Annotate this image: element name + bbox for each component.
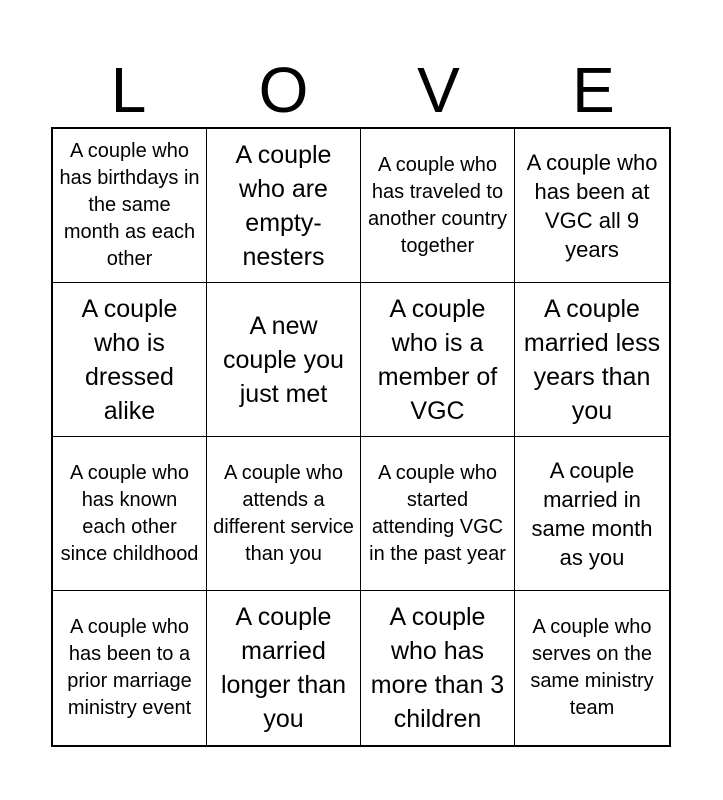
bingo-cell-text: A couple who attends a different service than you bbox=[213, 461, 354, 565]
bingo-cell[interactable] bbox=[207, 591, 361, 745]
bingo-cell[interactable] bbox=[361, 591, 515, 745]
bingo-cell-text: A couple who has known each other since childhood bbox=[60, 461, 199, 565]
bingo-cell-text: A couple who has been at VGC all 9 years bbox=[526, 149, 658, 262]
bingo-cell-text: A couple who is dressed alike bbox=[81, 294, 178, 425]
bingo-cell[interactable] bbox=[53, 283, 207, 437]
bingo-cell[interactable] bbox=[207, 283, 361, 437]
bingo-cell-text: A couple who has traveled to another country together bbox=[368, 153, 507, 257]
bingo-cell[interactable] bbox=[515, 437, 669, 591]
header-letter-e: E bbox=[572, 54, 615, 126]
bingo-cell[interactable] bbox=[361, 283, 515, 437]
bingo-cell[interactable] bbox=[53, 129, 207, 283]
bingo-cell-text: A couple who are empty-nesters bbox=[235, 140, 332, 271]
bingo-cell-text: A couple who has birthdays in the same month as each other bbox=[59, 140, 200, 270]
bingo-cell[interactable] bbox=[515, 283, 669, 437]
bingo-cell[interactable] bbox=[515, 591, 669, 745]
header-letter-o: O bbox=[258, 54, 309, 126]
bingo-header bbox=[51, 52, 671, 128]
header-letter-l: L bbox=[110, 54, 147, 126]
bingo-cell-text: A couple married longer than you bbox=[220, 603, 347, 733]
bingo-cell-text: A couple who has been to a prior marriage ministry event bbox=[67, 616, 192, 719]
bingo-cell-text: A couple who is a member of VGC bbox=[377, 294, 498, 425]
bingo-cell[interactable] bbox=[207, 437, 361, 591]
bingo-cell-text: A new couple you just met bbox=[223, 311, 344, 408]
bingo-cell-text: A couple married in same month as you bbox=[531, 457, 653, 570]
header-letter-v: V bbox=[417, 54, 460, 126]
bingo-cell-text: A couple who started attending VGC in the past year bbox=[369, 461, 506, 565]
bingo-cell[interactable] bbox=[207, 129, 361, 283]
bingo-cell-text: A couple who has more than 3 children bbox=[370, 603, 505, 733]
bingo-cell[interactable] bbox=[53, 591, 207, 745]
bingo-cell[interactable] bbox=[53, 437, 207, 591]
bingo-cell[interactable] bbox=[361, 437, 515, 591]
bingo-board bbox=[51, 127, 671, 747]
bingo-cell-text: A couple married less years than you bbox=[523, 294, 661, 425]
bingo-cell[interactable] bbox=[361, 129, 515, 283]
bingo-cell-text: A couple who serves on the same ministry team bbox=[530, 616, 654, 719]
bingo-cell[interactable] bbox=[515, 129, 669, 283]
